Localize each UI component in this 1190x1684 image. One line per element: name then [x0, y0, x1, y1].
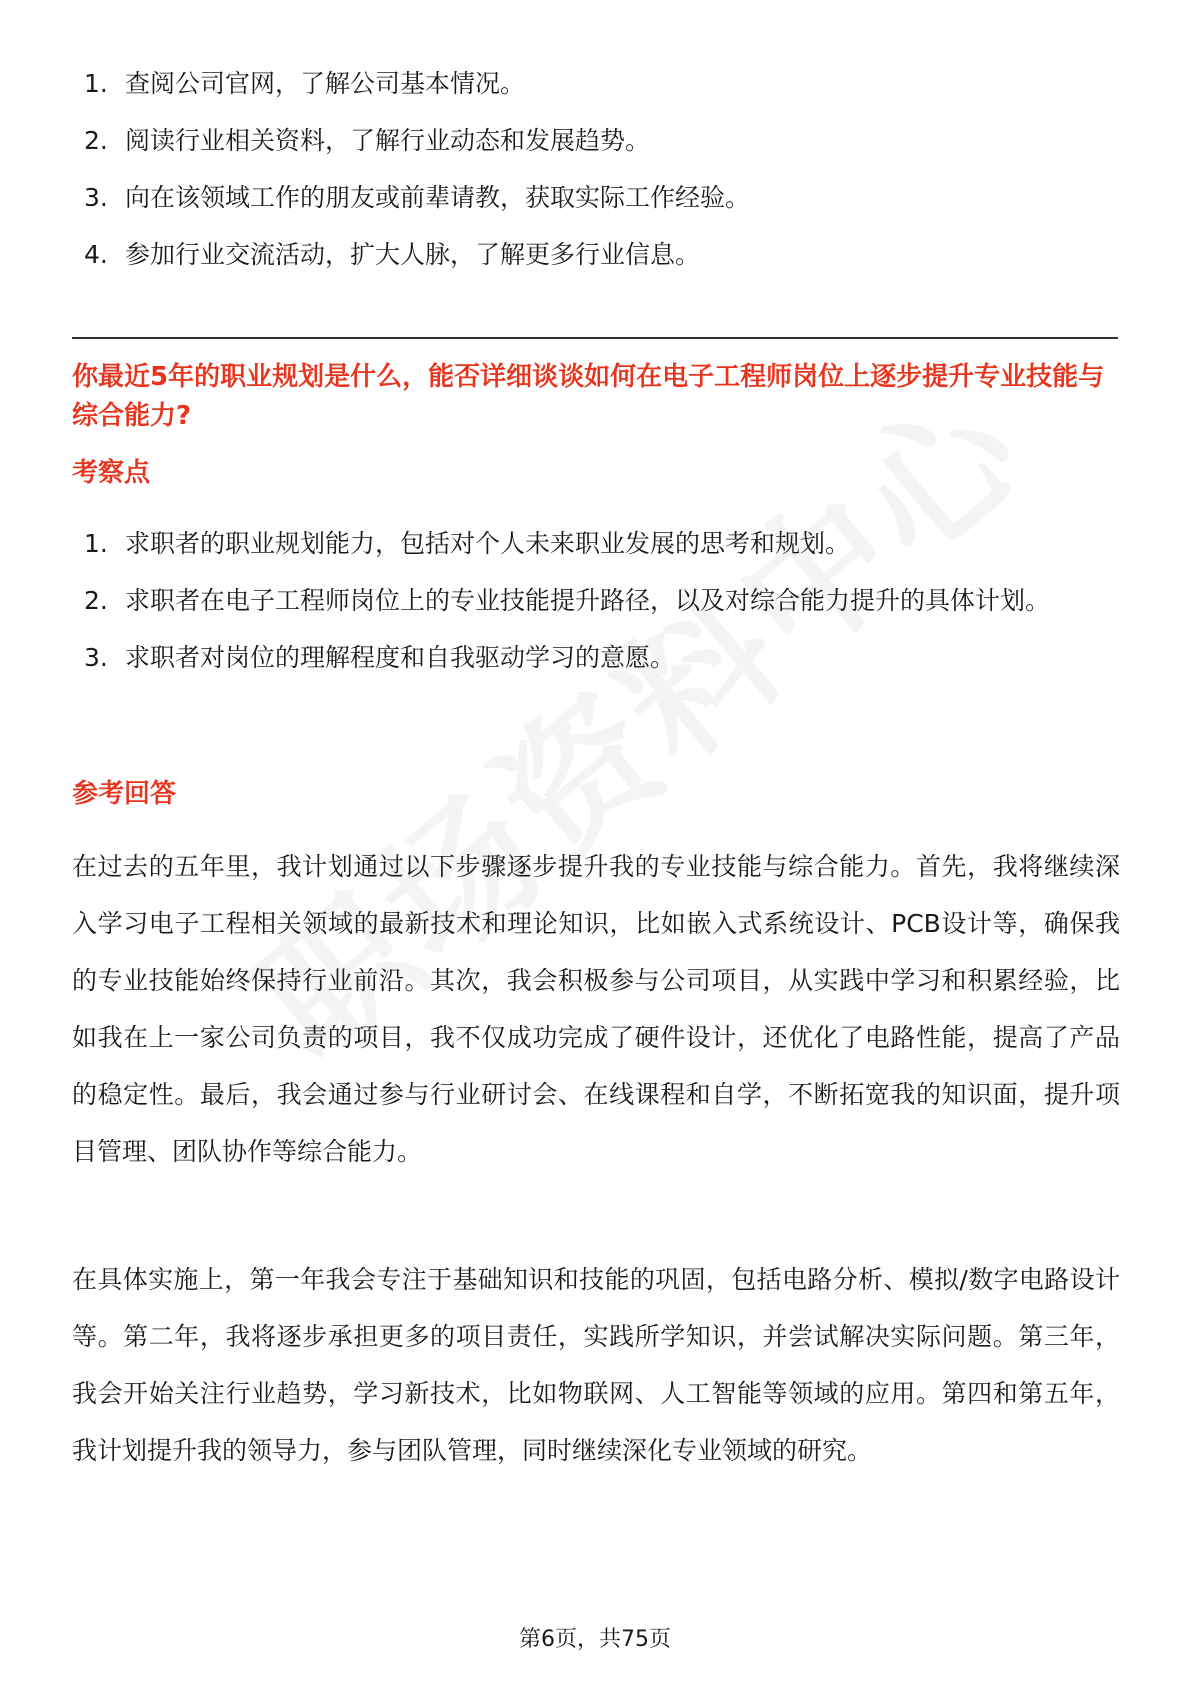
answer-title: 参考回答	[72, 779, 177, 809]
list-number: 1.	[84, 69, 108, 98]
section-divider	[72, 337, 1118, 339]
list-text: 查阅公司官网，了解公司基本情况。	[125, 69, 526, 98]
list-number: 3.	[84, 643, 108, 672]
list-text: 参加行业交流活动，扩大人脉，了解更多行业信息。	[125, 240, 701, 269]
list-text: 向在该领域工作的朋友或前辈请教，获取实际工作经验。	[125, 183, 751, 212]
answer-paragraph: 在过去的五年里，我计划通过以下步骤逐步提升我的专业技能与综合能力。首先，我将继续深入学习电子工程相关领域的最新技术和理论知识，比如嵌入式系统设计、PCB设计等，确保我的专业技能始终保持行业前沿。其次，我会积极参与公司项目，从实践中学习和积累经验，比如我在上一家公司负责的项目，我不仅成功完成了硬件设计，还优化了电路性能，提高了产品的稳定性。最后，我会通过参与行业研讨会、在线课程和自学，不断拓宽我的知识面，提升项目管理、团队协作等综合能力。	[72, 852, 1120, 1166]
list-number: 3.	[84, 183, 108, 212]
list-item	[72, 629, 1112, 686]
list-number: 1.	[84, 529, 108, 558]
list-text: 求职者的职业规划能力，包括对个人未来职业发展的思考和规划。	[125, 529, 851, 558]
list-item	[72, 226, 1112, 283]
list-number: 2.	[84, 586, 108, 615]
list-item	[72, 572, 1112, 629]
page-number: 第6页，共75页	[519, 1627, 671, 1652]
list-item	[72, 112, 1112, 169]
list-text: 求职者对岗位的理解程度和自我驱动学习的意愿。	[125, 643, 676, 672]
focus-title: 考察点	[72, 458, 151, 488]
list-number: 2.	[84, 126, 108, 155]
answer-paragraph: 在具体实施上，第一年我会专注于基础知识和技能的巩固，包括电路分析、模拟/数字电路设计等。第二年，我将逐步承担更多的项目责任，实践所学知识，并尝试解决实际问题。第三年，我会开始关注行业趋势，学习新技术，比如物联网、人工智能等领域的应用。第四和第五年，我计划提升我的领导力，参与团队管理，同时继续深化专业领域的研究。	[72, 1265, 1120, 1465]
list-item	[72, 55, 1112, 112]
intro-list	[72, 55, 1112, 283]
list-text: 阅读行业相关资料，了解行业动态和发展趋势。	[125, 126, 651, 155]
list-number: 4.	[84, 240, 108, 269]
focus-list	[72, 515, 1112, 686]
list-item	[72, 515, 1112, 572]
list-text: 求职者在电子工程师岗位上的专业技能提升路径，以及对综合能力提升的具体计划。	[125, 586, 1051, 615]
list-item	[72, 169, 1112, 226]
question-heading: 你最近5年的职业规划是什么，能否详细谈谈如何在电子工程师岗位上逐步提升专业技能与综合能力?	[72, 362, 1105, 431]
